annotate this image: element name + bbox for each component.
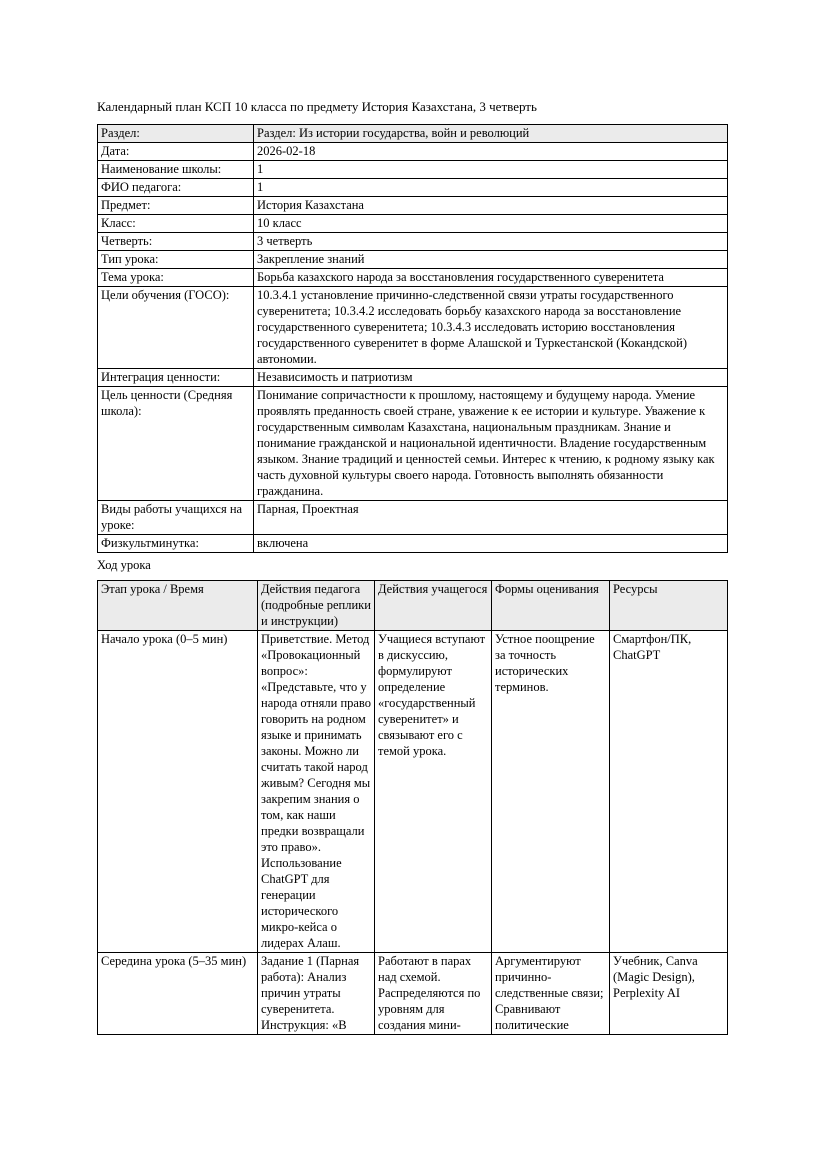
info-row-label: Четверть: [98, 233, 254, 251]
info-row [98, 233, 728, 251]
lesson-cell-resources: Смартфон/ПК, ChatGPT [610, 631, 728, 953]
info-row-label: Виды работы учащихся на уроке: [98, 501, 254, 535]
lesson-column-header: Этап урока / Время [98, 581, 258, 631]
info-row-value: История Казахстана [254, 197, 728, 215]
lesson-column-header: Ресурсы [610, 581, 728, 631]
lesson-table [97, 580, 728, 1035]
info-row-label: ФИО педагога: [98, 179, 254, 197]
info-row [98, 197, 728, 215]
info-row [98, 251, 728, 269]
lesson-column-header: Формы оценивания [492, 581, 610, 631]
info-row-value: Независимость и патриотизм [254, 369, 728, 387]
info-row-value: 1 [254, 179, 728, 197]
info-row [98, 287, 728, 369]
lesson-cell-resources: Учебник, Canva (Magic Design), Perplexity AI [610, 953, 728, 1035]
info-row [98, 179, 728, 197]
info-row-label: Раздел: [98, 125, 254, 143]
info-row [98, 269, 728, 287]
info-row-label: Тип урока: [98, 251, 254, 269]
info-row-label: Интеграция ценности: [98, 369, 254, 387]
info-row-value: Парная, Проектная [254, 501, 728, 535]
info-row [98, 387, 728, 501]
info-row-value: Понимание сопричастности к прошлому, настоящему и будущему народа. Умение проявлять преданность своей стране, уважение к ее истории и культуре. Уважение к государственным символам Казахстана, национальным праздникам. Знание и понимание гражданской и национальной идентичности. Владение государственным языком. Знание традиций и ценностей семьи. Интерес к чтению, к родному языку как часть духовной культуры своего народа. Готовность выполнять обязанности гражданина. [254, 387, 728, 501]
info-row [98, 215, 728, 233]
info-row [98, 535, 728, 553]
info-row-label: Цели обучения (ГОСО): [98, 287, 254, 369]
info-row-label: Дата: [98, 143, 254, 161]
lesson-cell-teacher-actions: Задание 1 (Парная работа): Анализ причин утраты суверенитета. Инструкция: «В [258, 953, 375, 1035]
info-row-label: Наименование школы: [98, 161, 254, 179]
lesson-row [98, 953, 728, 1035]
info-row-value: 10.3.4.1 установление причинно-следственной связи утраты государственного суверенитета; 10.3.4.2 исследовать борьбу казахского народа за восстановление государственного суверенитета; 10.3.4.3 исследовать историю восстановления государственного суверенитет в форме Алашской и Туркестанской (Кокандской) автономии. [254, 287, 728, 369]
info-row-label: Цель ценности (Средняя школа): [98, 387, 254, 501]
info-table-body [98, 125, 728, 553]
lesson-cell-assessment: Устное поощрение за точность исторических терминов. [492, 631, 610, 953]
document-title: Календарный план КСП 10 класса по предмету История Казахстана, 3 четверть [97, 99, 537, 114]
info-row-label: Класс: [98, 215, 254, 233]
info-row [98, 501, 728, 535]
lesson-cell-student-actions: Учащиеся вступают в дискуссию, формулируют определение «государственный суверенитет» и связывают его с темой урока. [375, 631, 492, 953]
info-table [97, 124, 728, 553]
info-row-value: Раздел: Из истории государства, войн и революций [254, 125, 728, 143]
lesson-column-header: Действия педагога (подробные реплики и инструкции) [258, 581, 375, 631]
lesson-cell-student-actions: Работают в парах над схемой. Распределяются по уровням для создания мини- [375, 953, 492, 1035]
info-row-value: 1 [254, 161, 728, 179]
info-row-value: 10 класс [254, 215, 728, 233]
info-row-label: Тема урока: [98, 269, 254, 287]
info-row [98, 161, 728, 179]
lesson-cell-assessment: Аргументируют причинно-следственные связи; Сравнивают политические [492, 953, 610, 1035]
info-row-value: 2026-02-18 [254, 143, 728, 161]
lesson-cell-teacher-actions: Приветствие. Метод «Провокационный вопрос»: «Представьте, что у народа отняли право говорить на родном языке и принимать законы. Можно ли считать такой народ живым? Сегодня мы закрепим знания о том, как наши предки возвращали это право». Использование ChatGPT для генерации исторического микро-кейса о лидерах Алаш. [258, 631, 375, 953]
info-row-value: Борьба казахского народа за восстановления государственного суверенитета [254, 269, 728, 287]
lesson-table-header-row [98, 581, 728, 631]
info-row-label: Физкультминутка: [98, 535, 254, 553]
info-row-value: 3 четверть [254, 233, 728, 251]
lesson-column-header: Действия учащегося [375, 581, 492, 631]
info-row [98, 125, 728, 143]
info-row-value: Закрепление знаний [254, 251, 728, 269]
lesson-cell-stage: Начало урока (0–5 мин) [98, 631, 258, 953]
info-row [98, 143, 728, 161]
info-row [98, 369, 728, 387]
section-heading: Ход урока [97, 558, 151, 572]
lesson-table-body [98, 631, 728, 1035]
info-row-value: включена [254, 535, 728, 553]
lesson-cell-stage: Середина урока (5–35 мин) [98, 953, 258, 1035]
lesson-row [98, 631, 728, 953]
info-row-label: Предмет: [98, 197, 254, 215]
